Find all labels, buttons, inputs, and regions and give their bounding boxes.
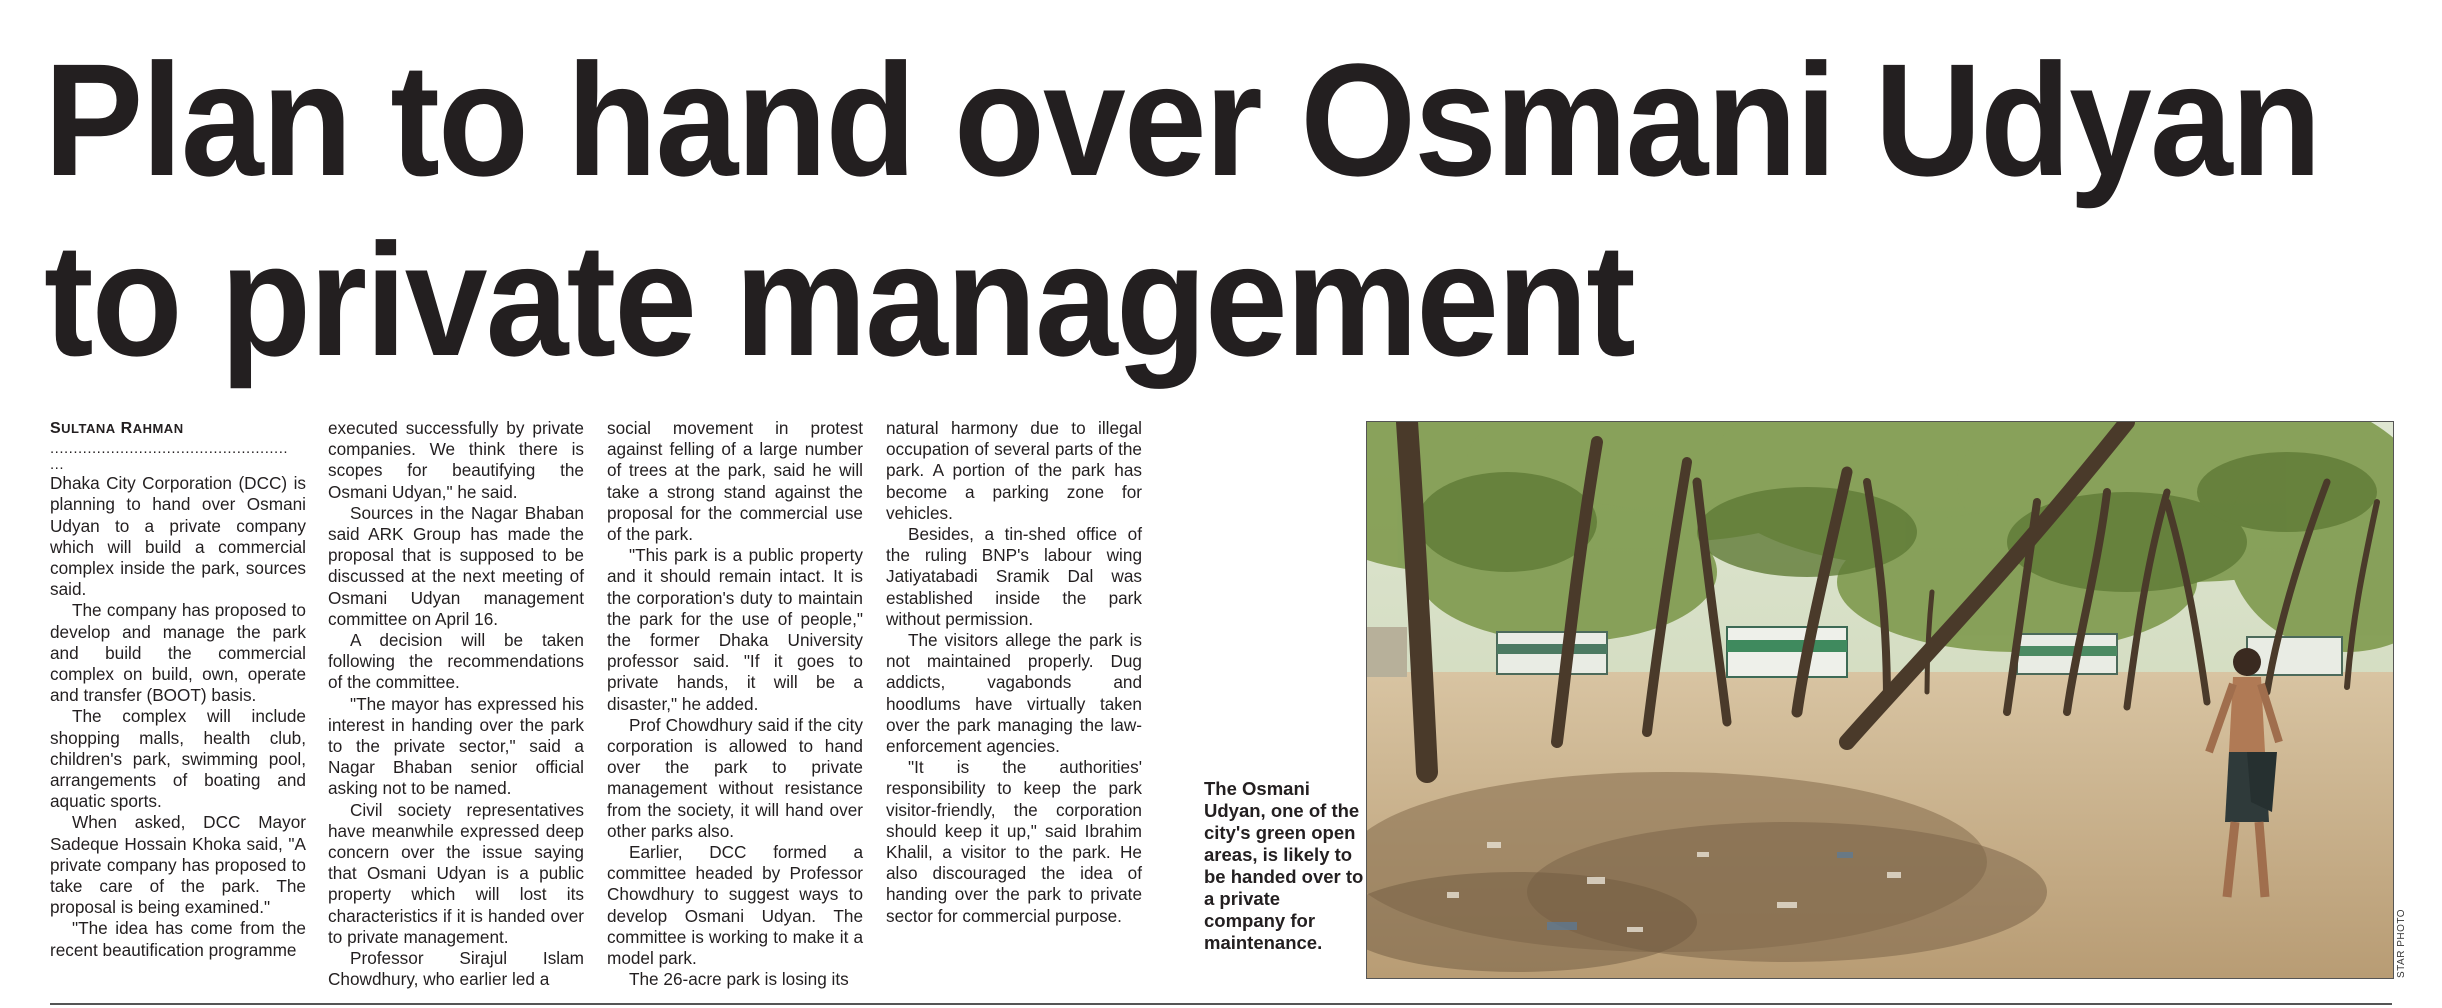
paragraph: Dhaka City Corporation (DCC) is planning to hand over Osmani Udyan to a private company which will build a commercial complex inside the park, sources said. (50, 473, 306, 600)
paragraph: Besides, a tin-shed office of the ruling BNP's labour wing Jatiyatabadi Sramik Dal was established inside the park without permission. (886, 524, 1142, 629)
article-column-3 (607, 418, 863, 990)
paragraph: natural harmony due to illegal occupation of several parts of the park. A portion of the park has become a parking zone for vehicles. (886, 418, 1142, 523)
paragraph: "It is the authorities' responsibility to keep the park visitor-friendly, the corporation should keep it up," said Ibrahim Khalil, a visitor to the park. He also discouraged the idea of handing over the park to private sector for commercial purpose. (886, 757, 1142, 926)
paragraph: Civil society representatives have meanwhile expressed deep concern over the issue saying that Osmani Udyan is a public property which will lost its characteristics if it is handed over to private management. (328, 799, 584, 947)
headline-line-2: to private management (44, 210, 1634, 389)
article-column-2 (328, 418, 584, 990)
paragraph: The visitors allege the park is not maintained properly. Dug addicts, vagabonds and hoodlums have virtually taken over the park managing the law-enforcement agencies. (886, 630, 1142, 757)
paragraph: Sources in the Nagar Bhaban said ARK Group has made the proposal that is supposed to be discussed at the next meeting of Osmani Udyan management committee on April 16. (328, 502, 584, 629)
paragraph: social movement in protest against felling of a large number of trees at the park, said he will take a strong stand against the proposal for the commercial use of the park. (607, 418, 863, 545)
park-photo (1366, 421, 2394, 979)
paragraph: "The idea has come from the recent beautification programme (50, 918, 306, 960)
paragraph: executed successfully by private companies. We think there is scopes for beautifying the Osmani Udyan," he said. (328, 418, 584, 502)
paragraph: When asked, DCC Mayor Sadeque Hossain Khoka said, "A private company has proposed to take care of the park. The proposal is being examined." (50, 812, 306, 918)
article-column-4 (886, 418, 1142, 927)
byline-rule-end: ... (50, 457, 65, 474)
paragraph: Earlier, DCC formed a committee headed by Professor Chowdhury to suggest ways to develop Osmani Udyan. The committee is working to make it a model park. (607, 842, 863, 969)
headline-line-1: Plan to hand over Osmani Udyan (44, 30, 2320, 209)
paragraph: "This park is a public property and it should remain intact. It is the corporation's duty to maintain the park for the use of people," the former Dhaka University professor said. "If it goes to private hands, it will be a disaster," he added. (607, 545, 863, 714)
byline-rule: ................................................... (50, 441, 289, 458)
paragraph: Professor Sirajul Islam Chowdhury, who earlier led a (328, 948, 584, 990)
park-photo-illustration (1367, 422, 2393, 978)
article-column-1 (50, 418, 306, 961)
paragraph: "The mayor has expressed his interest in handing over the park to the private sector," said a Nagar Bhaban senior official asking not to be named. (328, 693, 584, 799)
headline (44, 30, 2320, 390)
photo-credit: STAR PHOTO (2396, 908, 2407, 978)
bottom-rule (50, 1003, 2392, 1005)
paragraph: Prof Chowdhury said if the city corporation is allowed to hand over the park to private management without resistance from the society, it will hand over other parks also. (607, 714, 863, 841)
paragraph: The company has proposed to develop and manage the park and build the commercial complex on build, own, operate and transfer (BOOT) basis. (50, 600, 306, 706)
byline: SULTANA RAHMAN (50, 420, 184, 437)
paragraph: The 26-acre park is losing its (629, 969, 849, 990)
paragraph: A decision will be taken following the recommendations of the committee. (328, 630, 584, 693)
photo-caption: The Osmani Udyan, one of the city's green open areas, is likely to be handed over to a private company for maintenance. (1204, 778, 1364, 953)
paragraph: The complex will include shopping malls, health club, children's park, swimming pool, arrangements of boating and aquatic sports. (50, 706, 306, 812)
